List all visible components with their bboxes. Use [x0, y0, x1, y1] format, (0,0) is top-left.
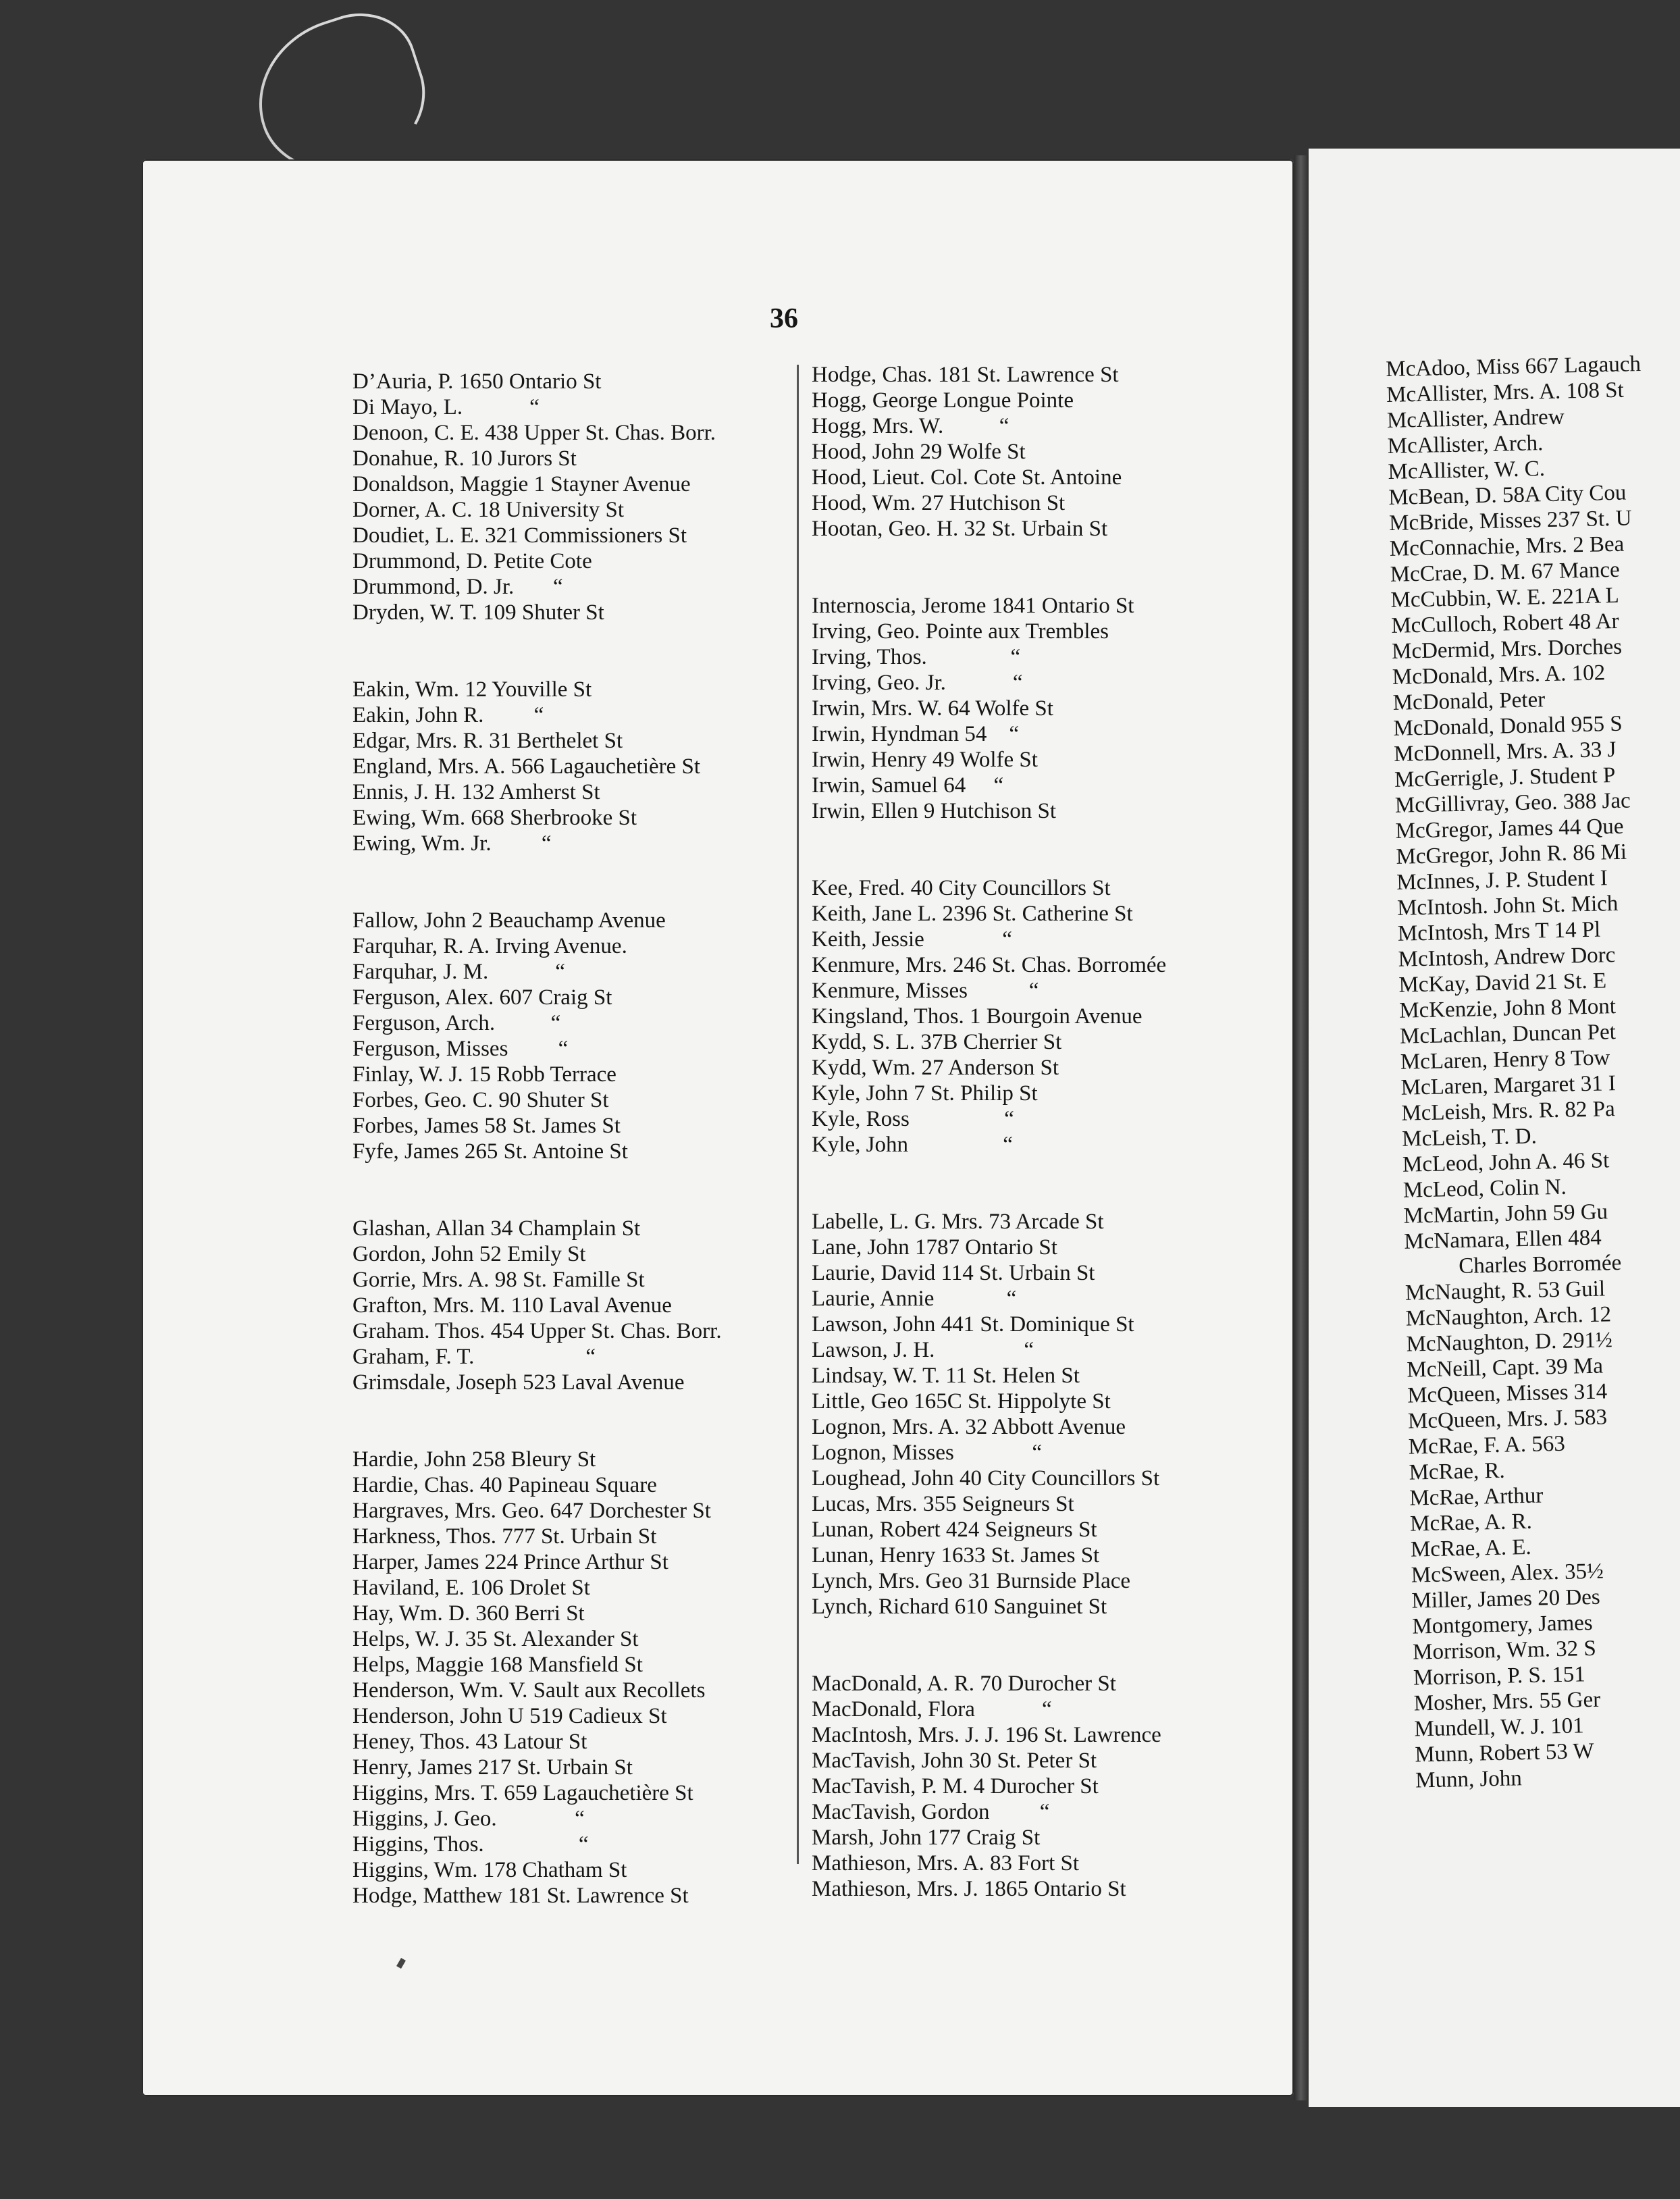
directory-entry: McKenzie, John 8 Mont [1398, 994, 1617, 1023]
directory-entry: McNaughton, D. 291½ [1406, 1328, 1613, 1357]
directory-entry: McDonnell, Mrs. A. 33 J [1393, 737, 1617, 767]
directory-entry: Kyle, John “ [812, 1133, 1013, 1157]
directory-entry: Lucas, Mrs. 355 Seigneurs St [812, 1492, 1074, 1516]
directory-entry: Henry, James 217 St. Urbain St [352, 1755, 633, 1780]
directory-entry: Grimsdale, Joseph 523 Laval Avenue [352, 1370, 685, 1395]
directory-entry: Lunan, Robert 424 Seigneurs St [812, 1518, 1097, 1542]
directory-entry: Graham. Thos. 454 Upper St. Chas. Borr. [352, 1319, 722, 1343]
directory-entry: Irving, Geo. Pointe aux Trembles [812, 619, 1109, 644]
directory-entry: Irwin, Hyndman 54 “ [812, 722, 1020, 746]
group-spacer [352, 1164, 722, 1216]
directory-entry: Gorrie, Mrs. A. 98 St. Famille St [352, 1268, 645, 1292]
directory-entry: Laurie, David 114 St. Urbain St [812, 1261, 1095, 1285]
directory-entry: Hargraves, Mrs. Geo. 647 Dorchester St [352, 1499, 711, 1523]
directory-entry: Hogg, Mrs. W. “ [812, 414, 1009, 438]
directory-entry: Hardie, John 258 Bleury St [352, 1447, 596, 1472]
directory-entry: Ferguson, Alex. 607 Craig St [352, 985, 612, 1010]
directory-entry: Charles Borromée [1458, 1250, 1622, 1279]
directory-entry: Irwin, Samuel 64 “ [812, 773, 1004, 798]
directory-entry: McInnes, J. P. Student I [1396, 866, 1608, 895]
directory-entry: Heney, Thos. 43 Latour St [352, 1730, 587, 1754]
directory-column-2 [812, 362, 1166, 1902]
directory-entry: Denoon, C. E. 438 Upper St. Chas. Borr. [352, 421, 716, 445]
directory-entry: McAllister, Mrs. A. 108 St [1386, 378, 1625, 407]
directory-entry: Kenmure, Mrs. 246 St. Chas. Borromée [812, 953, 1167, 977]
directory-entry: McAllister, Andrew [1386, 405, 1565, 433]
directory-entry: Lane, John 1787 Ontario St [812, 1235, 1057, 1260]
directory-entry: Ewing, Wm. 668 Sherbrooke St [352, 806, 637, 830]
group-spacer [812, 824, 1166, 875]
directory-entry: McConnachie, Mrs. 2 Bea [1389, 532, 1625, 561]
directory-entry: Morrison, P. S. 151 [1413, 1662, 1586, 1690]
directory-entry: Finlay, W. J. 15 Robb Terrace [352, 1062, 616, 1087]
directory-entry: Lynch, Mrs. Geo 31 Burnside Place [812, 1569, 1131, 1593]
directory-entry: McDonald, Mrs. A. 102 [1392, 661, 1606, 690]
directory-entry: Forbes, Geo. C. 90 Shuter St [352, 1088, 609, 1112]
directory-entry: Hay, Wm. D. 360 Berri St [352, 1601, 585, 1626]
directory-entry: McLeod, Colin N. [1402, 1174, 1567, 1203]
directory-entry: Lawson, J. H. “ [812, 1338, 1034, 1362]
directory-entry: Mosher, Mrs. 55 Ger [1413, 1687, 1601, 1716]
directory-entry: McAdoo, Miss 667 Lagauch [1386, 352, 1642, 382]
directory-entry: Munn, Robert 53 W [1414, 1738, 1594, 1767]
directory-entry: Kingsland, Thos. 1 Bourgoin Avenue [812, 1004, 1143, 1029]
directory-entry: Hogg, George Longue Pointe [812, 388, 1074, 413]
directory-entry: Mundell, W. J. 101 [1414, 1713, 1585, 1742]
directory-entry: Higgins, J. Geo. “ [352, 1807, 585, 1831]
directory-entry: McIntosh, Andrew Dorc [1398, 943, 1616, 972]
directory-entry: McLeish, Mrs. R. 82 Pa [1401, 1097, 1616, 1126]
directory-entry: Montgomery, James [1412, 1610, 1594, 1639]
directory-entry: McIntosh. John St. Mich [1396, 891, 1619, 921]
directory-entry: McGregor, John R. 86 Mi [1396, 839, 1627, 869]
directory-entry: MacIntosh, Mrs. J. J. 196 St. Lawrence [812, 1723, 1161, 1747]
directory-entry: Eakin, John R. “ [352, 703, 544, 727]
directory-entry: Loughead, John 40 City Councillors St [812, 1466, 1160, 1491]
directory-entry: Helps, Maggie 168 Mansfield St [352, 1653, 643, 1677]
directory-entry: McKay, David 21 St. E [1398, 968, 1607, 998]
directory-entry: England, Mrs. A. 566 Lagauchetière St [352, 754, 701, 779]
directory-entry: Marsh, John 177 Craig St [812, 1826, 1041, 1850]
directory-entry: Irving, Geo. Jr. “ [812, 671, 1023, 695]
directory-entry: Ewing, Wm. Jr. “ [352, 831, 552, 856]
group-spacer [352, 625, 722, 677]
directory-entry: Dryden, W. T. 109 Shuter St [352, 600, 604, 625]
directory-entry: McCubbin, W. E. 221A L [1390, 583, 1620, 613]
directory-entry: Lognon, Mrs. A. 32 Abbott Avenue [812, 1415, 1126, 1439]
directory-entry: Hardie, Chas. 40 Papineau Square [352, 1473, 657, 1497]
directory-entry: MacDonald, Flora “ [812, 1697, 1052, 1722]
directory-entry: Mathieson, Mrs. J. 1865 Ontario St [812, 1877, 1126, 1901]
directory-column-1 [352, 369, 722, 1909]
group-spacer [352, 1395, 722, 1447]
directory-entry: Kenmure, Misses “ [812, 979, 1039, 1003]
directory-entry: McQueen, Mrs. J. 583 [1407, 1405, 1608, 1434]
directory-entry: MacTavish, P. M. 4 Durocher St [812, 1774, 1099, 1799]
directory-entry: Miller, James 20 Des [1411, 1584, 1601, 1613]
directory-entry: McDonald, Donald 955 S [1393, 711, 1623, 741]
directory-entry: Hootan, Geo. H. 32 St. Urbain St [812, 517, 1108, 541]
directory-entry: McMartin, John 59 Gu [1403, 1199, 1608, 1228]
directory-entry: McRae, F. A. 563 [1408, 1431, 1566, 1459]
directory-entry: Ferguson, Misses “ [352, 1037, 569, 1061]
directory-entry: Donaldson, Maggie 1 Stayner Avenue [352, 472, 691, 496]
directory-entry: McLachlan, Duncan Pet [1399, 1020, 1617, 1049]
directory-entry: McRae, A. R. [1409, 1509, 1533, 1536]
directory-entry: Kydd, S. L. 37B Cherrier St [812, 1030, 1062, 1054]
directory-entry: Morrison, Wm. 32 S [1412, 1636, 1597, 1665]
directory-entry: McLaren, Margaret 31 I [1400, 1071, 1617, 1100]
directory-entry: McCrae, D. M. 67 Mance [1390, 557, 1621, 587]
directory-entry: Grafton, Mrs. M. 110 Laval Avenue [352, 1293, 672, 1318]
directory-entry: Kyle, John 7 St. Philip St [812, 1081, 1038, 1106]
directory-entry: Irwin, Henry 49 Wolfe St [812, 748, 1038, 772]
directory-entry: Haviland, E. 106 Drolet St [352, 1576, 590, 1600]
directory-entry: Eakin, Wm. 12 Youville St [352, 677, 592, 702]
group-spacer [812, 542, 1166, 593]
directory-entry: Higgins, Wm. 178 Chatham St [352, 1858, 627, 1882]
directory-entry: Lognon, Misses “ [812, 1441, 1042, 1465]
directory-entry: McGregor, James 44 Que [1395, 814, 1624, 844]
directory-entry: Fallow, John 2 Beauchamp Avenue [352, 908, 666, 933]
directory-entry: Irwin, Mrs. W. 64 Wolfe St [812, 696, 1053, 721]
directory-entry: McAllister, W. C. [1388, 457, 1546, 484]
directory-entry: McGillivray, Geo. 388 Jac [1394, 788, 1631, 818]
directory-entry: McCulloch, Robert 48 Ar [1390, 609, 1619, 638]
group-spacer [352, 856, 722, 908]
directory-entry: Hood, Lieut. Col. Cote St. Antoine [812, 465, 1122, 490]
directory-entry: Harkness, Thos. 777 St. Urbain St [352, 1524, 657, 1549]
directory-entry: McLeish, T. D. [1401, 1124, 1538, 1152]
directory-entry: Fyfe, James 265 St. Antoine St [352, 1139, 628, 1164]
directory-entry: Ennis, J. H. 132 Amherst St [352, 780, 600, 804]
directory-entry: Drummond, D. Petite Cote [352, 549, 592, 573]
directory-entry: Kyle, Ross “ [812, 1107, 1014, 1131]
directory-entry: Lynch, Richard 610 Sanguinet St [812, 1595, 1107, 1619]
directory-entry: McDonald, Peter [1392, 688, 1546, 715]
directory-entry: Hood, John 29 Wolfe St [812, 440, 1026, 464]
directory-entry: Irwin, Ellen 9 Hutchison St [812, 799, 1057, 823]
directory-entry: McNaught, R. 53 Guil [1405, 1276, 1606, 1305]
directory-entry: Irving, Thos. “ [812, 645, 1021, 669]
directory-entry: McAllister, Arch. [1387, 431, 1544, 459]
directory-entry: Farquhar, J. M. “ [352, 960, 565, 984]
directory-entry: Mathieson, Mrs. A. 83 Fort St [812, 1851, 1080, 1875]
directory-entry: McLaren, Henry 8 Tow [1400, 1045, 1610, 1075]
directory-entry: Hood, Wm. 27 Hutchison St [812, 491, 1066, 515]
directory-column-3 [1386, 351, 1671, 1793]
directory-entry: McLeod, John A. 46 St [1402, 1148, 1610, 1177]
directory-entry: Forbes, James 58 St. James St [352, 1114, 621, 1138]
directory-entry: McRae, A. E. [1410, 1534, 1532, 1562]
group-spacer [812, 1620, 1166, 1671]
directory-entry: Glashan, Allan 34 Champlain St [352, 1216, 641, 1241]
directory-entry: McGerrigle, J. Student P [1394, 763, 1616, 792]
directory-entry: Helps, W. J. 35 St. Alexander St [352, 1627, 639, 1651]
directory-entry: Farquhar, R. A. Irving Avenue. [352, 934, 627, 958]
directory-entry: Doudiet, L. E. 321 Commissioners St [352, 523, 687, 548]
directory-entry: McRae, R. [1409, 1458, 1506, 1485]
directory-entry: Edgar, Mrs. R. 31 Berthelet St [352, 729, 623, 753]
directory-entry: Higgins, Thos. “ [352, 1832, 589, 1857]
directory-entry: MacTavish, John 30 St. Peter St [812, 1749, 1097, 1773]
directory-entry: McSween, Alex. 35½ [1411, 1559, 1604, 1588]
directory-entry: Internoscia, Jerome 1841 Ontario St [812, 594, 1134, 618]
directory-entry: McBean, D. 58A City Cou [1388, 480, 1627, 510]
directory-entry: McNeill, Capt. 39 Ma [1407, 1353, 1604, 1382]
directory-entry: D’Auria, P. 1650 Ontario St [352, 369, 602, 394]
directory-entry: McBride, Misses 237 St. U [1388, 506, 1632, 536]
directory-entry: McRae, Arthur [1409, 1483, 1544, 1511]
group-spacer [812, 1158, 1166, 1209]
directory-entry: Ferguson, Arch. “ [352, 1011, 561, 1035]
directory-entry: Lindsay, W. T. 11 St. Helen St [812, 1364, 1080, 1388]
directory-entry: McNaughton, Arch. 12 [1405, 1302, 1612, 1331]
directory-entry: Drummond, D. Jr. “ [352, 575, 563, 599]
directory-entry: Donahue, R. 10 Jurors St [352, 446, 577, 471]
directory-entry: Gordon, John 52 Emily St [352, 1242, 586, 1266]
directory-entry: Lawson, John 441 St. Dominique St [812, 1312, 1134, 1337]
directory-entry: Little, Geo 165C St. Hippolyte St [812, 1389, 1111, 1414]
directory-entry: McDermid, Mrs. Dorches [1391, 634, 1623, 664]
directory-entry: Dorner, A. C. 18 University St [352, 498, 624, 522]
directory-entry: Labelle, L. G. Mrs. 73 Arcade St [812, 1210, 1104, 1234]
directory-entry: Lunan, Henry 1633 St. James St [812, 1543, 1100, 1568]
directory-entry: Munn, John [1415, 1766, 1523, 1793]
directory-entry: Keith, Jane L. 2396 St. Catherine St [812, 902, 1133, 926]
directory-entry: Kee, Fred. 40 City Councillors St [812, 876, 1111, 900]
directory-entry: Higgins, Mrs. T. 659 Lagauchetière St [352, 1781, 693, 1805]
directory-entry: Graham, F. T. “ [352, 1345, 596, 1369]
directory-entry: Keith, Jessie “ [812, 927, 1012, 952]
directory-entry: McNamara, Ellen 484 [1404, 1225, 1602, 1254]
page-number: 36 [770, 303, 798, 334]
directory-entry: Hodge, Chas. 181 St. Lawrence St [812, 363, 1119, 387]
directory-entry: Harper, James 224 Prince Arthur St [352, 1550, 668, 1574]
directory-entry: Henderson, John U 519 Cadieux St [352, 1704, 667, 1728]
directory-entry: McQueen, Misses 314 [1407, 1379, 1608, 1408]
directory-entry: Kydd, Wm. 27 Anderson St [812, 1056, 1059, 1080]
directory-entry: MacDonald, A. R. 70 Durocher St [812, 1672, 1116, 1696]
directory-entry: McIntosh, Mrs T 14 Pl [1397, 917, 1601, 946]
directory-entry: Henderson, Wm. V. Sault aux Recollets [352, 1678, 706, 1703]
directory-entry: Di Mayo, L. “ [352, 395, 540, 419]
directory-entry: MacTavish, Gordon “ [812, 1800, 1050, 1824]
directory-entry: Hodge, Matthew 181 St. Lawrence St [352, 1884, 689, 1908]
column-divider [797, 365, 799, 1864]
directory-entry: Laurie, Annie “ [812, 1287, 1017, 1311]
